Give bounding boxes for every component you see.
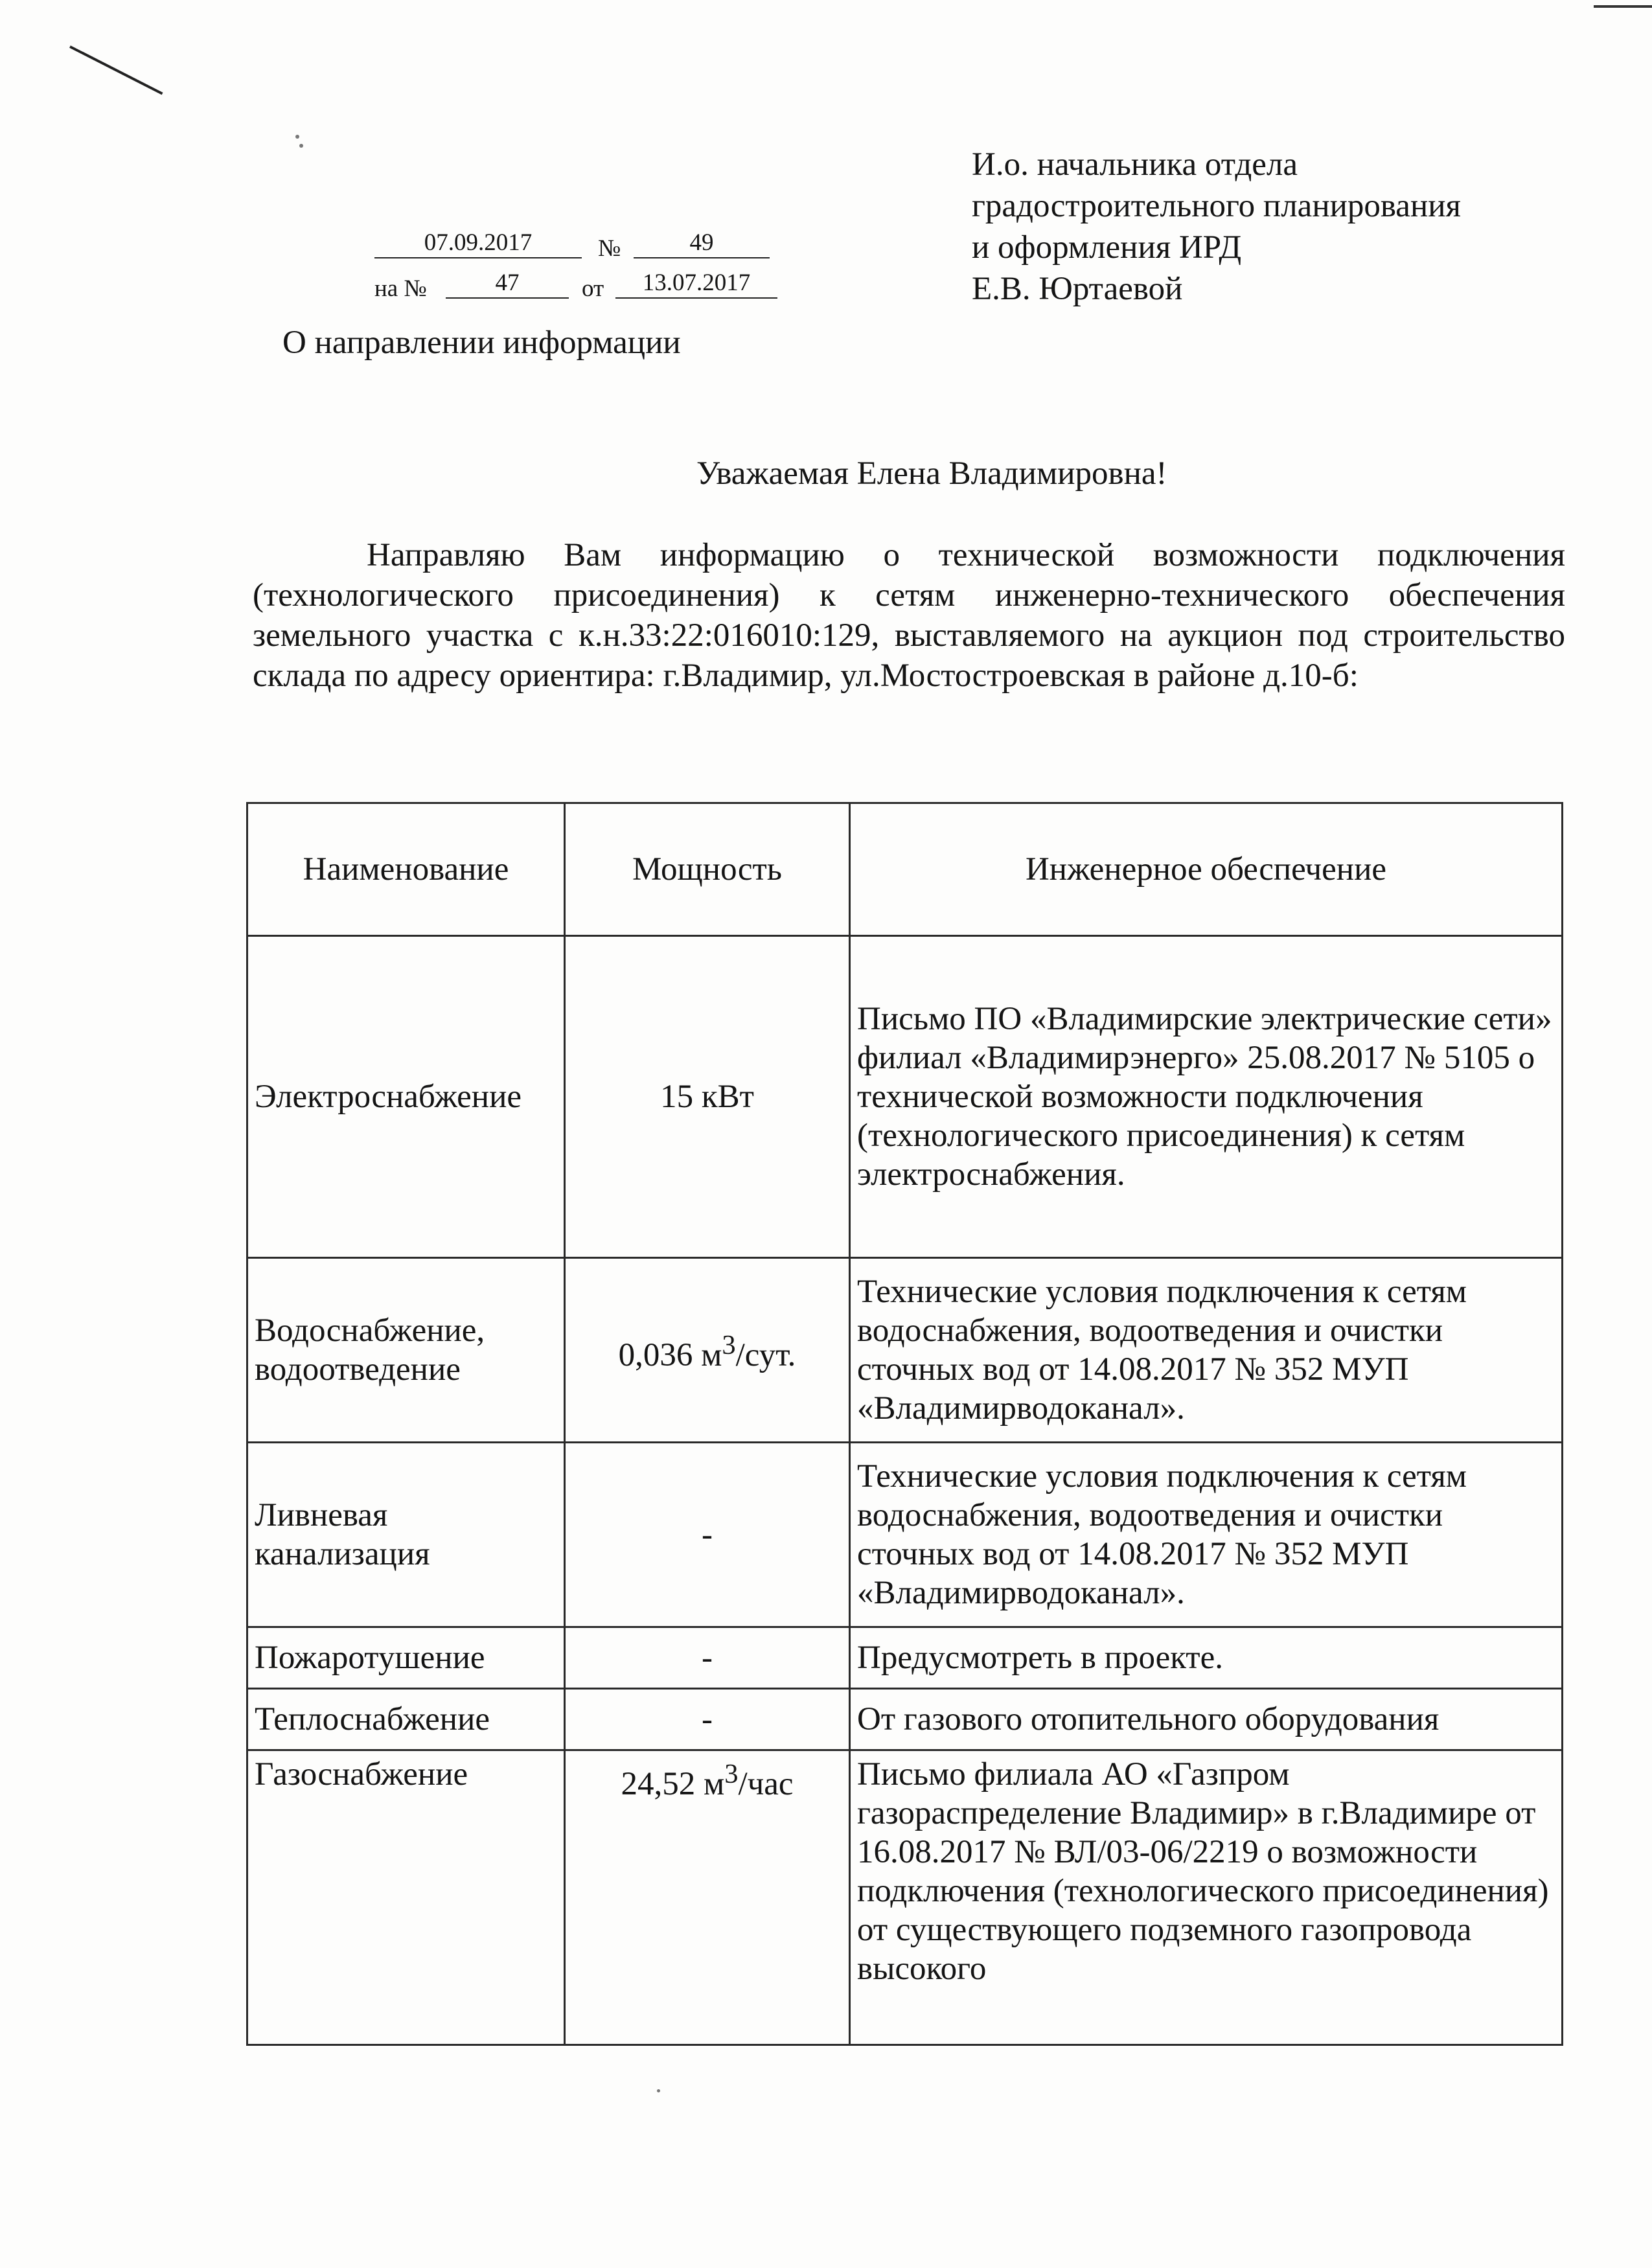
addressee-line: градостроительного планирования bbox=[972, 188, 1461, 224]
reply-date: 13.07.2017 bbox=[615, 269, 777, 299]
table-row bbox=[247, 1750, 1563, 2045]
outgoing-number: 49 bbox=[634, 229, 770, 258]
power-sup: 3 bbox=[722, 1329, 736, 1360]
power-unit: /час bbox=[738, 1766, 794, 1802]
reply-number: 47 bbox=[446, 269, 569, 299]
cell-power: - bbox=[565, 1689, 850, 1750]
cell-engineering: Письмо филиала АО «Газпром газораспределение Владимир» в г.Владимире от 16.08.2017 № ВЛ/03-06/2219 о возможности подключения (технологического присоединения) от существующего подземного газопровода высокого bbox=[850, 1750, 1563, 2045]
power-sup: 3 bbox=[724, 1759, 739, 1789]
cell-name: Газоснабжение bbox=[247, 1750, 565, 2045]
from-label: от bbox=[582, 275, 604, 302]
addressee-line: Е.В. Юртаевой bbox=[972, 271, 1183, 307]
cell-name: Теплоснабжение bbox=[247, 1689, 565, 1750]
cell-name: Водоснабжение, водоотведение bbox=[247, 1258, 565, 1443]
power-value: 24,52 м bbox=[621, 1766, 725, 1802]
cell-engineering: Письмо ПО «Владимирские электрические сети» филиал «Владимирэнерго» 25.08.2017 № 5105 о технической возможности подключения (технологического присоединения) к сетям электроснабжения. bbox=[850, 936, 1563, 1258]
cell-engineering: Технические условия подключения к сетям водоснабжения, водоотведения и очистки сточных вод от 14.08.2017 № 352 МУП «Владимирводоканал». bbox=[850, 1258, 1563, 1443]
cell-name: Электроснабжение bbox=[247, 936, 565, 1258]
power-unit: /сут. bbox=[735, 1336, 796, 1373]
cell-name: Пожаротушение bbox=[247, 1627, 565, 1689]
table-header-row bbox=[247, 803, 1563, 936]
header-power: Мощность bbox=[565, 803, 850, 936]
table-row bbox=[247, 1689, 1563, 1750]
table-row bbox=[247, 1258, 1563, 1443]
cell-power: 15 кВт bbox=[565, 936, 850, 1258]
salutation: Уважаемая Елена Владимировна! bbox=[696, 455, 1167, 492]
reply-label: на № bbox=[374, 275, 427, 302]
letter-subject: О направлении информации bbox=[282, 325, 681, 361]
cell-engineering: Технические условия подключения к сетям водоснабжения, водоотведения и очистки сточных вод от 14.08.2017 № 352 МУП «Владимирводоканал». bbox=[850, 1443, 1563, 1627]
body-paragraph: Направляю Вам информацию о технической возможности подключения (технологического присоединения) к сетям инженерно-технического обеспечения земельного участка с к.н.33:22:016010:129, выставляемого на аукцион под строительство склада по адресу ориентира: г.Владимир, ул.Мостостроевская в районе д.10-б: bbox=[253, 537, 1565, 694]
cell-power bbox=[565, 1750, 850, 2045]
table-row bbox=[247, 1443, 1563, 1627]
header-engineering: Инженерное обеспечение bbox=[850, 803, 1563, 936]
engineering-table bbox=[246, 802, 1563, 2046]
header-name: Наименование bbox=[247, 803, 565, 936]
cell-engineering: Предусмотреть в проекте. bbox=[850, 1627, 1563, 1689]
addressee-line: И.о. начальника отдела bbox=[972, 146, 1298, 183]
scan-speck bbox=[299, 144, 303, 148]
incoming-reference bbox=[374, 269, 802, 309]
scan-artifact-stroke bbox=[69, 45, 163, 95]
scan-speck bbox=[657, 2089, 660, 2092]
reference-block bbox=[374, 229, 802, 309]
power-value: 0,036 м bbox=[618, 1336, 722, 1373]
cell-power: - bbox=[565, 1627, 850, 1689]
addressee-block bbox=[972, 144, 1620, 310]
outgoing-reference bbox=[374, 229, 802, 269]
table-row bbox=[247, 936, 1563, 1258]
addressee-line: и оформления ИРД bbox=[972, 229, 1242, 266]
cell-name: Ливневая канализация bbox=[247, 1443, 565, 1627]
outgoing-date: 07.09.2017 bbox=[374, 229, 582, 258]
table-row bbox=[247, 1627, 1563, 1689]
cell-engineering: От газового отопительного оборудования bbox=[850, 1689, 1563, 1750]
number-label: № bbox=[598, 235, 621, 262]
scan-artifact-edge bbox=[1594, 5, 1652, 8]
cell-power: - bbox=[565, 1443, 850, 1627]
cell-power bbox=[565, 1258, 850, 1443]
scan-speck bbox=[295, 135, 299, 139]
